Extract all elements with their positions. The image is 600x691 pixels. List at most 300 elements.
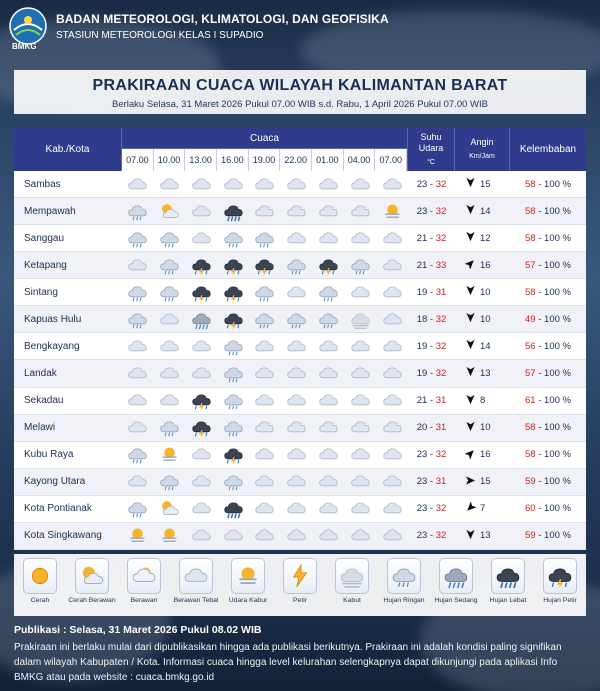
temp-min: 23	[416, 178, 428, 190]
bmkg-logo	[8, 6, 48, 46]
temp-max: 31	[435, 422, 447, 434]
cloudy-icon	[313, 336, 345, 357]
cloudy-icon	[344, 174, 376, 195]
humidity: 57 - 100 %	[525, 367, 571, 379]
temp-min: 21	[416, 259, 428, 271]
thunderstorm-icon	[217, 282, 249, 303]
legend-item	[380, 558, 428, 604]
wind-direction-icon	[465, 475, 480, 489]
cloudy-icon	[249, 498, 281, 519]
logo-text: BMKG	[12, 42, 37, 51]
wind-direction-icon	[465, 231, 480, 245]
cloudy-icon	[376, 282, 408, 303]
validity-period: Berlaku Selasa, 31 Maret 2026 Pukul 07.00 WIB s.d. Rabu, 1 April 2026 Pukul 07.00 WIB	[112, 99, 488, 110]
table-row	[14, 415, 586, 442]
page-title: PRAKIRAAN CUACA WILAYAH KALIMANTAN BARAT	[92, 77, 508, 94]
temp-max: 31	[435, 476, 447, 488]
cloudy-icon	[186, 363, 218, 384]
cloudy-icon	[344, 201, 376, 222]
cloudy-icon	[376, 228, 408, 249]
haze-icon	[231, 558, 265, 594]
light-rain-icon	[154, 417, 186, 438]
region-name: Kayong Utara	[24, 476, 86, 488]
humidity-min: 58	[525, 232, 536, 244]
humidity-min: 57	[525, 259, 536, 271]
cloudy-icon	[281, 525, 313, 546]
wind-direction-icon	[465, 339, 480, 353]
weather-icons	[122, 496, 408, 522]
heavy-rain-icon	[491, 558, 525, 594]
legend-label: Udara Kabur	[228, 597, 268, 604]
table-row	[14, 469, 586, 496]
publication-time: Publikasi : Selasa, 31 Maret 2026 Pukul 08.02 WIB	[14, 624, 262, 636]
weather-icons	[122, 360, 408, 386]
col-angin	[455, 128, 510, 171]
temperature: 21 - 31	[416, 395, 447, 407]
humidity-max: 100 %	[544, 530, 571, 542]
table-row	[14, 360, 586, 387]
weather-icons	[122, 171, 408, 197]
humidity-max: 100 %	[544, 313, 571, 325]
cloudy-icon	[249, 201, 281, 222]
time-col-6: 01.00	[312, 149, 344, 171]
humidity: 58 - 100 %	[525, 422, 571, 434]
temp-min: 19	[416, 286, 428, 298]
cloudy-icon	[281, 174, 313, 195]
temp-min: 20	[416, 422, 428, 434]
temp-min: 19	[416, 367, 428, 379]
region-name: Sanggau	[24, 232, 65, 244]
weather-icons	[122, 415, 408, 441]
sunny-icon	[23, 558, 57, 594]
cloudy-icon	[249, 363, 281, 384]
thunderstorm-icon	[249, 255, 281, 276]
light-rain-icon	[387, 558, 421, 594]
sun-cloud-icon	[154, 201, 186, 222]
fog-icon	[335, 558, 369, 594]
cloudy-icon	[313, 498, 345, 519]
cloudy-icon	[217, 174, 249, 195]
humidity: 61 - 100 %	[525, 395, 571, 407]
temperature: 23 - 32	[416, 530, 447, 542]
humidity: 58 - 100 %	[525, 232, 571, 244]
light-rain-icon	[122, 201, 154, 222]
medium-rain-icon	[186, 309, 218, 330]
temperature: 23 - 32	[416, 178, 447, 190]
cloudy-icon	[281, 498, 313, 519]
legend-item	[68, 558, 116, 604]
region-name: Sintang	[24, 286, 58, 298]
col-kelembaban: Kelembaban	[510, 128, 586, 171]
col-suhu-unit: °C	[427, 158, 435, 166]
sun-cloud-icon	[75, 558, 109, 594]
legend-item	[172, 558, 220, 604]
cloudy-icon	[249, 336, 281, 357]
wind	[455, 388, 510, 414]
station-name: STASIUN METEOROLOGI KELAS I SUPADIO	[56, 29, 264, 41]
light-rain-icon	[122, 444, 154, 465]
legend-item	[16, 558, 64, 604]
thunderstorm-icon	[217, 255, 249, 276]
wind	[455, 360, 510, 386]
time-col-0: 07.00	[122, 149, 154, 171]
temp-max: 31	[435, 286, 447, 298]
cloudy-icon	[186, 498, 218, 519]
cloudy-icon	[344, 282, 376, 303]
humidity: 59 - 100 %	[525, 476, 571, 488]
cloudy-icon	[344, 471, 376, 492]
humidity-max: 100 %	[544, 503, 571, 515]
cloudy-icon	[376, 444, 408, 465]
legend-label: Berawan Tebal	[173, 597, 219, 604]
cloudy-icon	[344, 525, 376, 546]
thunderstorm-icon	[186, 390, 218, 411]
table-row	[14, 198, 586, 225]
light-rain-icon	[217, 471, 249, 492]
table-row	[14, 442, 586, 469]
cloudy-icon	[122, 255, 154, 276]
humidity-max: 100 %	[544, 422, 571, 434]
region-name: Sambas	[24, 178, 61, 190]
temperature: 21 - 32	[416, 232, 447, 244]
legend-label: Hujan Petir	[543, 597, 577, 604]
cloudy-icon	[313, 363, 345, 384]
thunderstorm-icon	[217, 444, 249, 465]
temperature: 20 - 31	[416, 422, 447, 434]
cloudy-icon	[154, 174, 186, 195]
legend-item	[276, 558, 324, 604]
cloudy-icon	[186, 525, 218, 546]
legend-label: Cerah Berawan	[68, 597, 116, 604]
region-name: Kota Pontianak	[24, 503, 92, 515]
humidity-min: 56	[525, 340, 536, 352]
cloudy-icon	[186, 201, 218, 222]
table-row	[14, 306, 586, 333]
temp-min: 21	[416, 232, 428, 244]
cloudy-icon	[154, 363, 186, 384]
light-rain-icon	[281, 255, 313, 276]
humidity-max: 100 %	[544, 205, 571, 217]
table-header	[14, 128, 586, 171]
time-col-8: 07.00	[375, 149, 407, 171]
light-rain-icon	[249, 309, 281, 330]
weather-icons	[122, 523, 408, 549]
col-angin-unit: Km/Jam	[469, 153, 495, 160]
region-name: Bengkayang	[24, 340, 80, 352]
col-kab: Kab./Kota	[14, 128, 122, 171]
cloudy-icon	[281, 282, 313, 303]
wind	[455, 279, 510, 305]
agency-name: BADAN METEOROLOGI, KLIMATOLOGI, DAN GEOFISIKA	[56, 11, 389, 26]
humidity-min: 58	[525, 205, 536, 217]
title-box	[14, 70, 586, 114]
light-rain-icon	[217, 363, 249, 384]
cloudy-icon	[344, 363, 376, 384]
temp-min: 19	[416, 340, 428, 352]
cloudy-icon	[186, 228, 218, 249]
temp-min: 23	[416, 530, 428, 542]
wind	[455, 415, 510, 441]
footer	[14, 624, 586, 685]
time-col-7: 04.00	[344, 149, 376, 171]
legend-item	[224, 558, 272, 604]
cloudy-icon	[122, 174, 154, 195]
humidity-max: 100 %	[544, 259, 571, 271]
cloudy-icon	[122, 417, 154, 438]
cloudy-icon	[186, 471, 218, 492]
time-col-3: 16.00	[217, 149, 249, 171]
thunderstorm-icon	[543, 558, 577, 594]
thunderstorm-icon	[313, 255, 345, 276]
weather-icons	[122, 306, 408, 332]
temp-max: 32	[435, 530, 447, 542]
cloudy-icon	[344, 444, 376, 465]
table-row	[14, 279, 586, 306]
temp-min: 23	[416, 503, 428, 515]
cloudy-icon	[122, 471, 154, 492]
thunderstorm-icon	[186, 417, 218, 438]
wind-speed: 10	[480, 286, 491, 298]
humidity-max: 100 %	[544, 476, 571, 488]
disclaimer-note: Prakiraan ini berlaku mulai dari dipublikasikan hingga ada publikasi berikutnya. Prakiraan ini adalah kondisi paling signifikan dalam wilayah Kabupaten / Kota. Informasi cuaca hingga level kelurahan selengkapnya dapat dikunjungi pada aplikasi Info BMKG atau pada website : cuaca.bmkg.go.id	[14, 642, 562, 683]
wind-direction-icon	[465, 258, 480, 272]
light-rain-icon	[344, 255, 376, 276]
legend-label: Petir	[293, 597, 307, 604]
cloudy-icon	[154, 390, 186, 411]
wind-speed: 13	[480, 367, 491, 379]
wind-direction-icon	[465, 312, 480, 326]
light-rain-icon	[249, 282, 281, 303]
time-col-4: 19.00	[249, 149, 281, 171]
cloudy-icon	[281, 390, 313, 411]
cloudy-icon	[344, 336, 376, 357]
weather-icons	[122, 225, 408, 251]
weather-icons	[122, 252, 408, 278]
cloudy-icon	[376, 336, 408, 357]
temperature: 23 - 32	[416, 449, 447, 461]
cloudy-icon	[217, 525, 249, 546]
wind-speed: 16	[480, 449, 491, 461]
wind-speed: 12	[480, 232, 491, 244]
humidity-max: 100 %	[544, 286, 571, 298]
cloudy-icon	[122, 363, 154, 384]
cloudy-icon	[313, 390, 345, 411]
forecast-table	[14, 128, 586, 550]
legend-label: Cerah	[30, 597, 50, 604]
region-name: Ketapang	[24, 259, 67, 271]
temp-max: 32	[435, 367, 447, 379]
temp-min: 21	[416, 395, 428, 407]
thunderstorm-icon	[217, 309, 249, 330]
wind-speed: 10	[480, 313, 491, 325]
temp-max: 32	[435, 449, 447, 461]
medium-rain-icon	[439, 558, 473, 594]
light-rain-icon	[217, 228, 249, 249]
table-body	[14, 171, 586, 550]
light-rain-icon	[154, 255, 186, 276]
temp-min: 18	[416, 313, 428, 325]
wind	[455, 198, 510, 224]
legend-label: Berawan	[130, 597, 158, 604]
temp-max: 32	[435, 205, 447, 217]
light-rain-icon	[122, 228, 154, 249]
cloudy-icon	[281, 336, 313, 357]
wind-direction-icon	[465, 204, 480, 218]
legend-item	[120, 558, 168, 604]
wind-direction-icon	[465, 366, 480, 380]
humidity-min: 59	[525, 530, 536, 542]
time-header	[122, 149, 407, 171]
wind-direction-icon	[465, 177, 480, 191]
cloudy-icon	[249, 417, 281, 438]
legend-item	[328, 558, 376, 604]
light-rain-icon	[249, 228, 281, 249]
legend-item	[484, 558, 532, 604]
region-name: Sekadau	[24, 395, 64, 407]
humidity-max: 100 %	[544, 449, 571, 461]
cloudy-icon	[249, 174, 281, 195]
light-rain-icon	[217, 390, 249, 411]
humidity-min: 59	[525, 476, 536, 488]
cloudy-icon	[281, 417, 313, 438]
humidity-max: 100 %	[544, 395, 571, 407]
wind-speed: 8	[480, 395, 486, 407]
temp-max: 33	[435, 259, 447, 271]
light-rain-icon	[122, 282, 154, 303]
wind-direction-icon	[465, 529, 480, 543]
fog-icon	[344, 309, 376, 330]
humidity-max: 100 %	[544, 232, 571, 244]
wind-direction-icon	[465, 448, 480, 462]
wind	[455, 333, 510, 359]
cloudy-icon	[186, 444, 218, 465]
wind-direction-icon	[465, 285, 480, 299]
cloudy-icon	[281, 471, 313, 492]
heavy-rain-icon	[217, 498, 249, 519]
cloudy-icon	[376, 417, 408, 438]
cloudy-icon	[376, 471, 408, 492]
humidity-max: 100 %	[544, 178, 571, 190]
wind-speed: 14	[480, 340, 491, 352]
cloudy-icon	[376, 363, 408, 384]
lightning-icon	[283, 558, 317, 594]
cloudy-icon	[344, 390, 376, 411]
cloudy-icon	[376, 525, 408, 546]
col-suhu-label: Suhu Udara	[418, 131, 444, 153]
table-row	[14, 496, 586, 523]
cloudy-icon	[313, 444, 345, 465]
wind-speed: 15	[480, 178, 491, 190]
table-row	[14, 333, 586, 360]
cloudy-icon	[344, 498, 376, 519]
humidity: 58 - 100 %	[525, 449, 571, 461]
light-rain-icon	[217, 417, 249, 438]
wind	[455, 252, 510, 278]
region-name: Kota Singkawang	[24, 530, 102, 542]
col-cuaca-label: Cuaca	[122, 128, 407, 149]
light-rain-icon	[154, 471, 186, 492]
temperature: 23 - 31	[416, 476, 447, 488]
region-name: Landak	[24, 367, 57, 379]
time-col-2: 13.00	[185, 149, 217, 171]
weather-icons	[122, 442, 408, 468]
table-row	[14, 252, 586, 279]
cloudy-icon	[281, 201, 313, 222]
thunderstorm-icon	[186, 282, 218, 303]
cloudy-icon	[249, 471, 281, 492]
region-name: Melawi	[24, 422, 56, 434]
heavy-rain-icon	[217, 201, 249, 222]
cloudy-icon	[186, 336, 218, 357]
legend-item	[432, 558, 480, 604]
cloudy-icon	[313, 228, 345, 249]
humidity-min: 57	[525, 367, 536, 379]
light-rain-icon	[154, 228, 186, 249]
wind	[455, 225, 510, 251]
light-rain-icon	[122, 498, 154, 519]
legend-label: Kabut	[343, 597, 361, 604]
haze-icon	[154, 525, 186, 546]
light-rain-icon	[217, 336, 249, 357]
legend-label: Hujan Sedang	[434, 597, 478, 604]
weather-icons	[122, 333, 408, 359]
temperature: 23 - 32	[416, 205, 447, 217]
humidity: 57 - 100 %	[525, 259, 571, 271]
temp-min: 23	[416, 449, 428, 461]
humidity: 58 - 100 %	[525, 286, 571, 298]
temp-max: 32	[435, 232, 447, 244]
humidity-min: 58	[525, 422, 536, 434]
temp-max: 32	[435, 503, 447, 515]
humidity: 58 - 100 %	[525, 205, 571, 217]
time-col-1: 10.00	[154, 149, 186, 171]
light-rain-icon	[281, 309, 313, 330]
cloud-sun-icon	[127, 558, 161, 594]
cloudy-icon	[154, 309, 186, 330]
temperature: 19 - 32	[416, 367, 447, 379]
cloudy-icon	[376, 309, 408, 330]
wind	[455, 496, 510, 522]
humidity-min: 58	[525, 449, 536, 461]
weather-icons	[122, 279, 408, 305]
cloudy-icon	[344, 417, 376, 438]
wind	[455, 171, 510, 197]
humidity: 59 - 100 %	[525, 530, 571, 542]
col-suhu	[408, 128, 455, 171]
haze-icon	[376, 201, 408, 222]
region-name: Kapuas Hulu	[24, 313, 82, 325]
cloudy-icon	[313, 201, 345, 222]
col-cuaca	[122, 128, 408, 171]
cloudy-icon	[249, 444, 281, 465]
humidity-max: 100 %	[544, 367, 571, 379]
humidity: 60 - 100 %	[525, 503, 571, 515]
temperature: 21 - 33	[416, 259, 447, 271]
cloudy-icon	[281, 228, 313, 249]
wind-speed: 13	[480, 530, 491, 542]
wind-direction-icon	[465, 502, 480, 516]
humidity-min: 49	[525, 313, 536, 325]
header	[8, 6, 389, 46]
cloudy-icon	[344, 228, 376, 249]
sun-cloud-icon	[154, 498, 186, 519]
cloudy-icon	[313, 174, 345, 195]
cloudy-icon	[249, 390, 281, 411]
humidity: 49 - 100 %	[525, 313, 571, 325]
weather-icons	[122, 388, 408, 414]
weather-icons	[122, 198, 408, 224]
temperature: 19 - 31	[416, 286, 447, 298]
